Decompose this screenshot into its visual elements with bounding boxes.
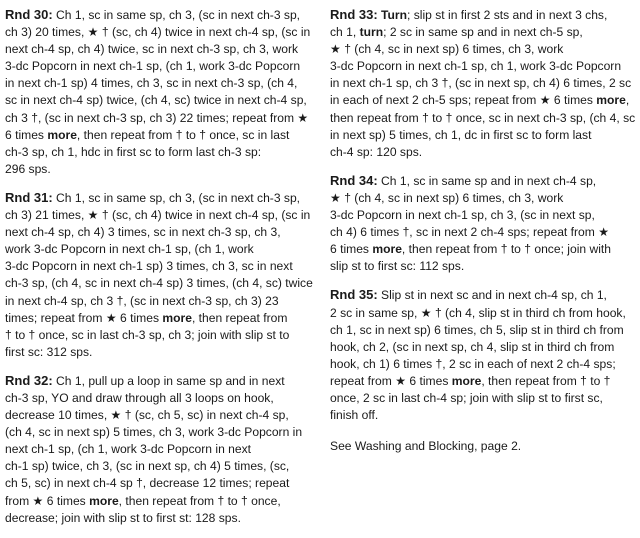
pattern-line: next ch-1 sp, (ch 1, work 3-dc Popcorn in next <box>5 442 252 457</box>
pattern-line: 6 times more, then repeat from † to † once; join with <box>330 242 611 257</box>
pattern-line: 3-dc Popcorn in next ch-1 sp) 3 times, ch 3, sc in next <box>5 259 293 274</box>
pattern-line: Rnd 31: Ch 1, sc in same sp, ch 3, (sc in next ch-3 sp, <box>5 189 301 205</box>
pattern-line: 3-dc Popcorn in next ch-1 sp, ch 1, work 3-dc Popcorn <box>330 59 622 74</box>
pattern-line: ch-1 sp) twice, ch 3, (sc in next sp, ch 4) 5 times, (sc, <box>5 459 290 474</box>
round-label: Rnd 35: <box>330 287 378 303</box>
pattern-line: ch-3 sp, ch 1, hdc in first sc to form last ch-3 sp: <box>5 144 262 159</box>
round-34 <box>330 172 635 276</box>
pattern-line: ch 3) 20 times, ★ † (sc, ch 4) twice in next ch-4 sp, (sc in <box>5 25 311 40</box>
pattern-line: (ch 4, sc in next sp) 5 times, ch 3, work 3-dc Popcorn in <box>5 425 303 440</box>
pattern-line: decrease; join with slip st to first st: 128 sps. <box>5 510 241 525</box>
pattern-line: repeat from ★ 6 times more, then repeat from † to † <box>330 373 611 388</box>
round-label: Rnd 30: <box>5 7 53 22</box>
more-keyword: more <box>162 310 192 325</box>
more-keyword: more <box>451 373 482 388</box>
right-column <box>330 6 635 455</box>
round-label: Rnd 33: <box>330 7 378 22</box>
more-keyword: more <box>596 93 626 108</box>
pattern-line: in each of next 2 ch-5 sps; repeat from ★ 6 times more, <box>330 93 630 108</box>
pattern-line: next ch-4 sp, ch 4) 3 times, sc in next ch-3 sp, ch 3, <box>5 225 281 240</box>
pattern-line: † to † once, sc in last ch-3 sp, ch 3; join with slip st to <box>5 327 290 342</box>
pattern-line: ch 5, sc) in next ch-4 sp †, decrease 12 times; repeat <box>5 476 290 491</box>
pattern-line: once, 2 sc in last ch-4 sp; join with slip st to first sc, <box>330 390 603 405</box>
round-30 <box>5 6 317 178</box>
pattern-line: 3-dc Popcorn in next ch-1 sp, ch 3, (sc in next sp, <box>330 208 595 223</box>
pattern-line: ch 4) 6 times †, sc in next 2 ch-4 sps; repeat from ★ <box>330 225 610 240</box>
pattern-line: Rnd 34: Ch 1, sc in same sp and in next ch-4 sp, <box>330 172 597 188</box>
pattern-line: Rnd 35: Slip st in next sc and in next ch-4 sp, ch 1, <box>330 287 607 303</box>
pattern-line: times; repeat from ★ 6 times more, then repeat from <box>5 310 288 325</box>
pattern-line: sc in next ch-4 sp) twice, (ch 4, sc) twice in next ch-4 sp, <box>5 93 307 108</box>
left-column <box>5 6 317 538</box>
pattern-line: decrease 10 times, ★ † (sc, ch 5, sc) in next ch-4 sp, <box>5 408 289 423</box>
pattern-line: ch-3 sp, YO and draw through all 3 loops on hook, <box>5 390 274 405</box>
round-32 <box>5 372 317 527</box>
pattern-line: slip st to first sc: 112 sps. <box>330 259 465 274</box>
pattern-line: hook, ch 1) 6 times †, 2 sc in each of next 2 ch-4 sps; <box>330 356 616 371</box>
pattern-line: 2 sc in same sp, ★ † (ch 4, slip st in third ch from hook, <box>330 305 626 320</box>
more-keyword: more <box>89 493 119 508</box>
pattern-line: 296 sps. <box>5 161 51 176</box>
round-label: Rnd 32: <box>5 372 53 388</box>
pattern-line: Rnd 33: Turn; slip st in first 2 sts and in next 3 chs, <box>330 7 608 22</box>
turn-keyword: Turn <box>381 8 408 22</box>
pattern-line: 6 times more, then repeat from † to † once, sc in last <box>5 127 290 142</box>
pattern-line: in next ch-4 sp, ch 3 †, (sc in next ch-3 sp, ch 3) 23 <box>5 293 279 308</box>
pattern-line: ★ † (ch 4, sc in next sp) 6 times, ch 3, work <box>330 42 564 57</box>
pattern-line: ch 1, sc in next sp) 6 times, ch 5, slip st in third ch from <box>330 322 624 337</box>
pattern-line: in next ch-1 sp) 4 times, ch 3, sc in next ch-3 sp, (ch 4, <box>5 76 298 91</box>
more-keyword: more <box>47 127 77 142</box>
pattern-line: ch-4 sp: 120 sps. <box>330 144 423 159</box>
pattern-line: next ch-4 sp, ch 4) twice, sc in next ch-3 sp, ch 3, work <box>5 42 299 57</box>
turn-keyword: turn <box>359 25 384 40</box>
pattern-line: first sc: 312 sps. <box>5 344 93 359</box>
more-keyword: more <box>372 242 402 257</box>
pattern-line: ch 3) 21 times, ★ † (sc, ch 4) twice in next ch-4 sp, (sc in <box>5 208 311 223</box>
round-35 <box>330 286 635 424</box>
round-label: Rnd 34: <box>330 172 378 188</box>
pattern-line: ch 1, turn; 2 sc in same sp and in next ch-5 sp, <box>330 25 583 40</box>
pattern-line: Rnd 32: Ch 1, pull up a loop in same sp and in next <box>5 372 285 388</box>
pattern-line: work 3-dc Popcorn in next ch-1 sp, (ch 1, work <box>5 242 254 257</box>
pattern-line: ch 3 †, (sc in next ch-3 sp, ch 3) 22 times; repeat from ★ <box>5 110 309 125</box>
washing-blocking-note: See Washing and Blocking, page 2. <box>330 439 522 454</box>
pattern-line: Rnd 30: Ch 1, sc in same sp, ch 3, (sc in next ch-3 sp, <box>5 7 301 22</box>
pattern-line: finish off. <box>330 408 379 423</box>
round-31 <box>5 189 317 361</box>
pattern-line: then repeat from † to † once, sc in next ch-3 sp, (ch 4, sc <box>330 110 636 125</box>
pattern-line: ★ † (ch 4, sc in next sp) 6 times, ch 3, work <box>330 190 564 205</box>
pattern-line: ch-3 sp, (ch 4, sc in next ch-4 sp) 3 times, (ch 4, sc) twice <box>5 276 313 291</box>
pattern-line: in next ch-1 sp, ch 3 †, (sc in next sp, ch 4) 6 times, 2 sc <box>330 76 632 91</box>
round-33 <box>330 6 635 161</box>
pattern-line: from ★ 6 times more, then repeat from † to † once, <box>5 493 281 508</box>
pattern-line: hook, ch 2, (sc in next sp, ch 4, slip st in third ch from <box>330 339 615 354</box>
round-label: Rnd 31: <box>5 189 53 205</box>
pattern-line: 3-dc Popcorn in next ch-1 sp, (ch 1, work 3-dc Popcorn <box>5 59 301 74</box>
pattern-line: in next sp) 5 times, ch 1, dc in first sc to form last <box>330 127 592 142</box>
